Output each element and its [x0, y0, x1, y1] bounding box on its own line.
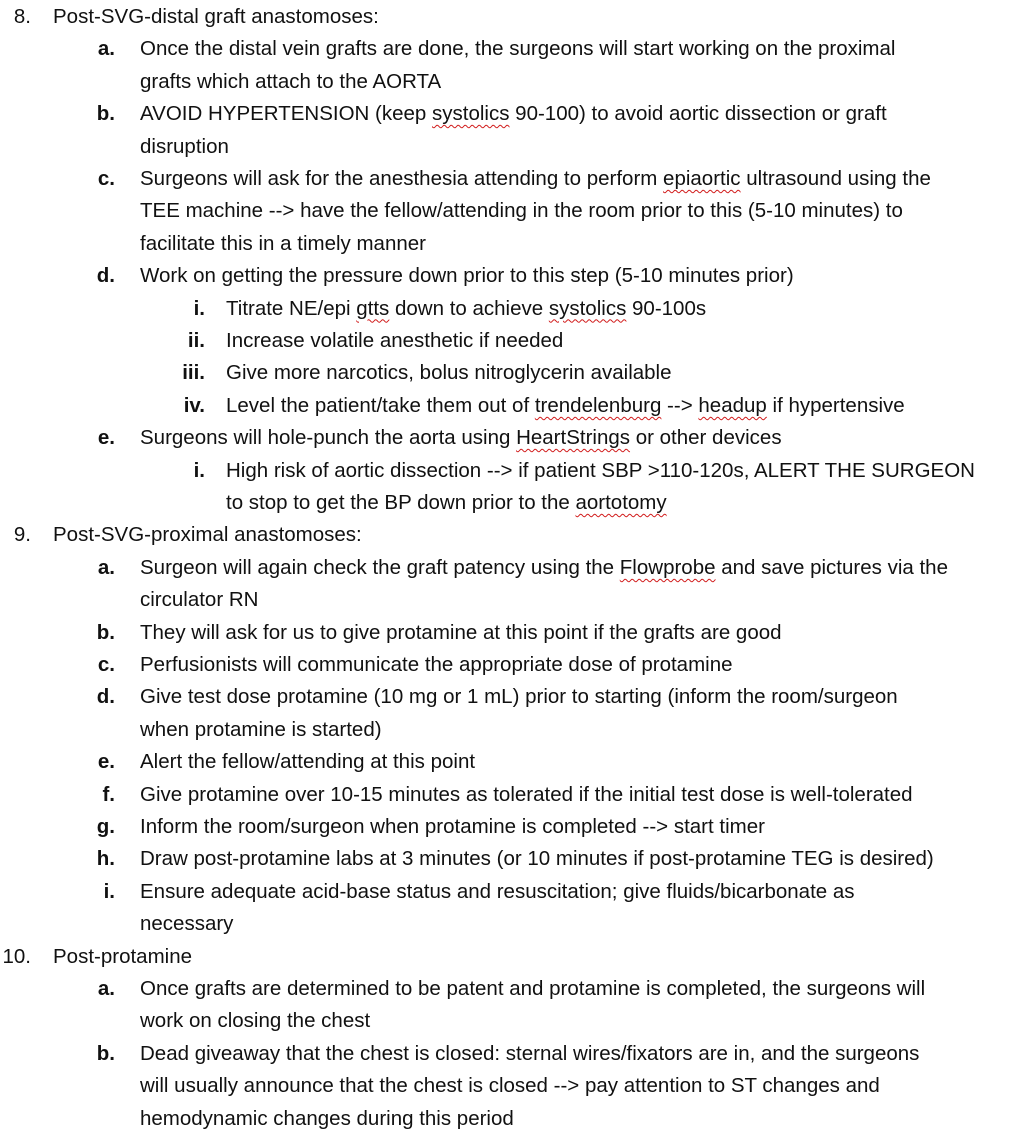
line-text	[140, 843, 934, 875]
text-run: Increase volatile anesthetic if needed	[226, 329, 564, 352]
text-run: hemodynamic changes during this period	[140, 1106, 514, 1130]
spellcheck-word: gtts	[356, 296, 390, 320]
list-marker: d.	[96, 685, 115, 709]
text-run: Inform the room/surgeon when protamine is completed --> start timer	[140, 815, 765, 838]
doc-line	[0, 519, 1015, 551]
doc-line	[0, 390, 1015, 422]
list-marker: iv.	[183, 393, 205, 417]
line-text	[140, 66, 441, 98]
line-text	[140, 681, 898, 713]
text-run: AVOID HYPERTENSION (keep	[140, 102, 433, 126]
list-marker: i.	[193, 296, 205, 320]
doc-line	[0, 617, 1015, 649]
doc-line	[0, 131, 1015, 163]
doc-line	[0, 552, 1015, 584]
doc-line	[0, 455, 1015, 487]
line-text	[140, 714, 382, 746]
text-run: down to achieve	[389, 296, 549, 320]
doc-line	[0, 746, 1015, 778]
list-marker: a.	[97, 37, 115, 61]
list-marker: 8.	[13, 5, 31, 28]
list-marker: 9.	[13, 523, 31, 547]
text-run: Once grafts are determined to be patent and protamine is completed, the surgeons will	[140, 977, 926, 1000]
text-run: Level the patient/take them out of	[226, 393, 535, 417]
line-text	[140, 746, 475, 778]
text-run: 90-100s	[626, 296, 707, 320]
line-text	[140, 33, 895, 65]
doc-line	[0, 941, 1015, 973]
line-text	[140, 163, 931, 195]
doc-line	[0, 779, 1015, 811]
text-run: Give test dose protamine (10 mg or 1 mL) prior to starting (inform the room/surgeon	[140, 685, 898, 709]
text-run: necessary	[140, 912, 234, 936]
line-text	[140, 779, 913, 811]
line-text	[53, 1, 379, 33]
line-text	[226, 357, 672, 389]
doc-line	[0, 908, 1015, 940]
text-run: work on closing the chest	[140, 1009, 371, 1033]
line-text	[140, 552, 948, 584]
text-run: to stop to get the BP down prior to the	[226, 491, 576, 514]
spellcheck-word: aortotomy	[575, 491, 667, 514]
list-marker: c.	[97, 653, 115, 676]
text-run: Once the distal vein grafts are done, the surgeons will start working on the proximal	[140, 37, 896, 61]
doc-line	[0, 66, 1015, 98]
spellcheck-word: HeartStrings	[516, 426, 631, 450]
text-run: will usually announce that the chest is closed --> pay attention to ST changes and	[140, 1074, 880, 1098]
text-run: when protamine is started)	[140, 717, 382, 741]
line-text	[140, 1070, 880, 1102]
spellcheck-word: trendelenburg	[534, 393, 662, 417]
text-run: if hypertensive	[766, 393, 905, 417]
doc-line	[0, 33, 1015, 65]
list-marker: d.	[96, 264, 115, 288]
list-marker: i.	[193, 458, 205, 482]
doc-line	[0, 260, 1015, 292]
line-text	[140, 584, 258, 616]
line-text	[140, 1005, 370, 1037]
doc-line	[0, 1070, 1015, 1102]
doc-line	[0, 876, 1015, 908]
line-text	[140, 649, 733, 681]
spellcheck-word: systolics	[432, 102, 510, 126]
line-text	[140, 131, 229, 163]
text-run: or other devices	[630, 426, 782, 450]
doc-line	[0, 1005, 1015, 1037]
text-run: 90-100) to avoid aortic dissection or graft	[509, 102, 887, 126]
list-marker: b.	[96, 620, 115, 644]
text-run: Post-protamine	[53, 944, 193, 968]
text-run: High risk of aortic dissection --> if patient SBP >110-120s, ALERT THE SURGEON	[226, 458, 975, 482]
text-run: Surgeons will hole-punch the aorta using	[140, 426, 517, 450]
text-run: Titrate NE/epi	[226, 296, 357, 320]
text-run: Work on getting the pressure down prior to this step (5-10 minutes prior)	[140, 264, 794, 288]
line-text	[140, 195, 903, 227]
doc-line	[0, 163, 1015, 195]
doc-line	[0, 228, 1015, 260]
text-run: Dead giveaway that the chest is closed: sternal wires/fixators are in, and the surgeons	[140, 1041, 920, 1065]
doc-line	[0, 1103, 1015, 1135]
list-marker: f.	[102, 782, 115, 806]
doc-line	[0, 681, 1015, 713]
doc-line	[0, 487, 1015, 519]
text-run: Surgeons will ask for the anesthesia attending to perform	[140, 167, 664, 190]
doc-line	[0, 1038, 1015, 1070]
doc-line	[0, 714, 1015, 746]
doc-line	[0, 584, 1015, 616]
text-run: Draw post-protamine labs at 3 minutes (or 10 minutes if post-protamine TEG is desired)	[140, 847, 934, 871]
text-run: Perfusionists will communicate the appropriate dose of protamine	[140, 653, 733, 676]
list-marker: iii.	[182, 361, 205, 385]
spellcheck-word: systolics	[548, 296, 627, 320]
text-run: circulator RN	[140, 588, 259, 612]
list-marker: c.	[97, 167, 115, 190]
text-run: Ensure adequate acid-base status and resuscitation; give fluids/bicarbonate as	[140, 879, 855, 903]
doc-line	[0, 293, 1015, 325]
line-text	[140, 1103, 514, 1135]
list-marker: 10.	[2, 944, 31, 968]
list-marker: a.	[97, 977, 115, 1000]
doc-line	[0, 422, 1015, 454]
list-marker: e.	[97, 750, 115, 774]
list-marker: e.	[97, 426, 115, 450]
doc-line	[0, 811, 1015, 843]
text-run: Give more narcotics, bolus nitroglycerin available	[226, 361, 672, 385]
line-text	[140, 811, 765, 843]
line-text	[140, 228, 426, 260]
doc-line	[0, 325, 1015, 357]
doc-line	[0, 843, 1015, 875]
line-text	[140, 908, 233, 940]
line-text	[140, 1038, 919, 1070]
list-marker: ii.	[187, 329, 205, 352]
text-run: disruption	[140, 134, 229, 158]
text-run: Give protamine over 10-15 minutes as tolerated if the initial test dose is well-tolerated	[140, 782, 913, 806]
spellcheck-word: headup	[698, 393, 767, 417]
line-text	[226, 390, 905, 422]
list-marker: h.	[96, 847, 115, 871]
doc-line	[0, 357, 1015, 389]
text-run: -->	[661, 393, 699, 417]
doc-line	[0, 973, 1015, 1005]
line-text	[53, 941, 192, 973]
text-run: Alert the fellow/attending at this point	[140, 750, 476, 774]
line-text	[140, 876, 855, 908]
text-run: Post-SVG-proximal anastomoses:	[53, 523, 362, 547]
text-run: grafts which attach to the AORTA	[140, 69, 442, 93]
list-marker: a.	[97, 555, 115, 579]
doc-line	[0, 195, 1015, 227]
line-text	[140, 260, 794, 292]
line-text	[53, 519, 362, 551]
line-text	[140, 422, 782, 454]
text-run: Post-SVG-distal graft anastomoses:	[53, 5, 379, 28]
spellcheck-word: epiaortic	[663, 167, 741, 190]
text-run: facilitate this in a timely manner	[140, 231, 426, 255]
spellcheck-word: Flowprobe	[619, 555, 716, 579]
line-text	[140, 973, 925, 1005]
line-text	[140, 98, 887, 130]
line-text	[226, 325, 563, 357]
text-run: Surgeon will again check the graft patency using the	[140, 555, 620, 579]
doc-line	[0, 1, 1015, 33]
list-marker: i.	[103, 879, 115, 903]
text-run: TEE machine --> have the fellow/attending in the room prior to this (5-10 minutes) to	[140, 199, 903, 223]
list-marker: g.	[96, 815, 115, 838]
text-run: and save pictures via the	[715, 555, 948, 579]
doc-line	[0, 649, 1015, 681]
line-text	[140, 617, 782, 649]
list-marker: b.	[96, 102, 115, 126]
text-run: They will ask for us to give protamine at this point if the grafts are good	[140, 620, 782, 644]
line-text	[226, 293, 706, 325]
line-text	[226, 487, 667, 519]
doc-line	[0, 98, 1015, 130]
line-text	[226, 455, 975, 487]
text-run: ultrasound using the	[740, 167, 931, 190]
list-marker: b.	[96, 1041, 115, 1065]
